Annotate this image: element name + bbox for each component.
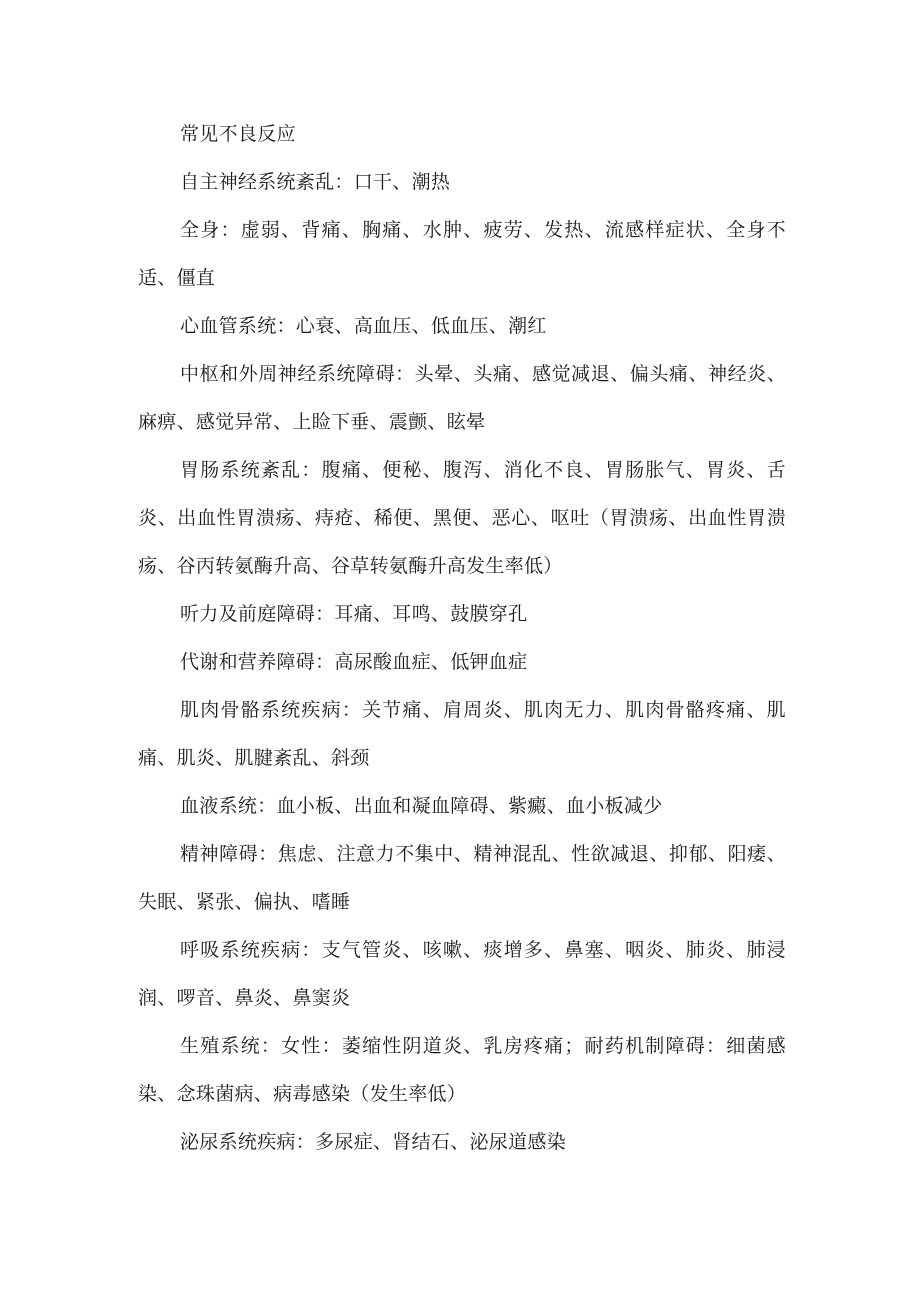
section-heading: 常见不良反应 — [180, 123, 296, 145]
paragraph-nervous-system: 中枢和外周神经系统障碍：头晕、头痛、感觉减退、偏头痛、神经炎、麻痹、感觉异常、上睑下垂、震颤、眩晕 — [138, 363, 786, 433]
paragraph-metabolic: 代谢和营养障碍：高尿酸血症、低钾血症 — [180, 651, 528, 673]
paragraph-psychiatric: 精神障碍：焦虑、注意力不集中、精神混乱、性欲减退、抑郁、阳痿、失眠、紧张、偏执、嗜睡 — [138, 843, 786, 913]
paragraph-blood: 血液系统：血小板、出血和凝血障碍、紫癜、血小板减少 — [180, 795, 663, 817]
document-body — [138, 110, 786, 1166]
paragraph-urinary: 泌尿系统疾病：多尿症、肾结石、泌尿道感染 — [180, 1131, 567, 1153]
paragraph-reproductive: 生殖系统：女性：萎缩性阴道炎、乳房疼痛；耐药机制障碍：细菌感染、念珠菌病、病毒感染（发生率低） — [138, 1035, 786, 1105]
paragraph-musculoskeletal: 肌肉骨骼系统疾病：关节痛、肩周炎、肌肉无力、肌肉骨骼疼痛、肌痛、肌炎、肌腱紊乱、斜颈 — [138, 699, 786, 769]
paragraph-respiratory: 呼吸系统疾病：支气管炎、咳嗽、痰增多、鼻塞、咽炎、肺炎、肺浸润、啰音、鼻炎、鼻窦炎 — [138, 939, 786, 1009]
paragraph-whole-body: 全身：虚弱、背痛、胸痛、水肿、疲劳、发热、流感样症状、全身不适、僵直 — [138, 219, 786, 289]
paragraph-autonomic: 自主神经系统紊乱：口干、潮热 — [180, 171, 451, 193]
paragraph-gastrointestinal: 胃肠系统紊乱：腹痛、便秘、腹泻、消化不良、胃肠胀气、胃炎、舌炎、出血性胃溃疡、痔疮、稀便、黑便、恶心、呕吐（胃溃疡、出血性胃溃疡、谷丙转氨酶升高、谷草转氨酶升高发生率低） — [138, 459, 786, 577]
paragraph-hearing: 听力及前庭障碍：耳痛、耳鸣、鼓膜穿孔 — [180, 603, 528, 625]
paragraph-cardiovascular: 心血管系统：心衰、高血压、低血压、潮红 — [180, 315, 547, 337]
